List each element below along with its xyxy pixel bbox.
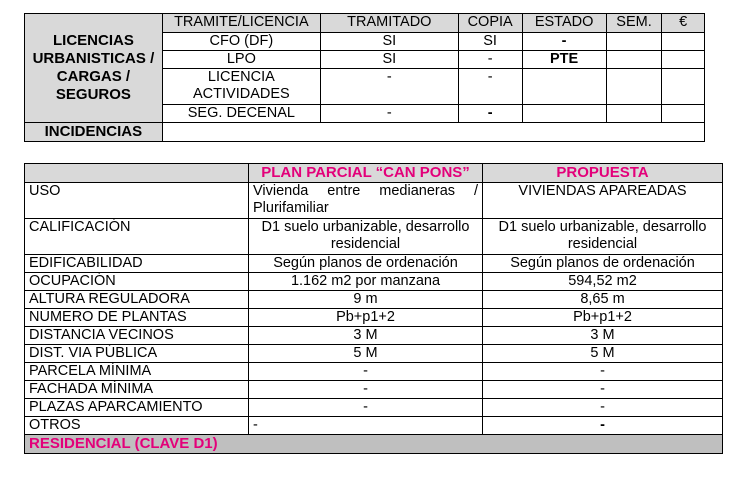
table-row [25, 291, 723, 309]
plan-cell: 5 M [249, 345, 483, 363]
tramite-cell: CFO (DF) [162, 33, 320, 51]
propuesta-cell: - [483, 381, 723, 399]
comparativa-header-row [25, 164, 723, 183]
estado-cell [522, 105, 606, 123]
row-label: ALTURA REGULADORA [25, 291, 249, 309]
table-row [25, 273, 723, 291]
footer-row [25, 435, 723, 454]
tramite-cell: LICENCIA ACTIVIDADES [162, 69, 320, 105]
footer-label: RESIDENCIAL (CLAVE D1) [25, 435, 723, 454]
propuesta-cell: 594,52 m2 [483, 273, 723, 291]
sem-cell [606, 33, 662, 51]
header-sem: SEM. [606, 14, 662, 33]
header-tramite: TRAMITE/LICENCIA [162, 14, 320, 33]
propuesta-cell: - [483, 399, 723, 417]
header-plan-parcial: PLAN PARCIAL “CAN PONS” [249, 164, 483, 183]
estado-cell [522, 69, 606, 105]
plan-cell: - [249, 417, 483, 435]
plan-cell: 1.162 m2 por manzana [249, 273, 483, 291]
plan-cell: Según planos de ordenación [249, 255, 483, 273]
table-row [25, 363, 723, 381]
euro-cell [662, 51, 705, 69]
incidencias-label: INCIDENCIAS [25, 123, 163, 142]
header-copia: COPIA [458, 14, 522, 33]
table-row [25, 381, 723, 399]
tramitado-cell: - [320, 69, 458, 105]
header-blank [25, 164, 249, 183]
header-euro: € [662, 14, 705, 33]
licencias-group-label: LICENCIAS URBANISTICAS / CARGAS / SEGUROS [25, 14, 163, 123]
propuesta-cell: 5 M [483, 345, 723, 363]
row-label: PARCELA MÍNIMA [25, 363, 249, 381]
tramitado-cell: - [320, 105, 458, 123]
licencias-header-row [25, 14, 705, 33]
euro-cell [662, 33, 705, 51]
euro-cell [662, 69, 705, 105]
plan-cell: - [249, 399, 483, 417]
table-row [25, 255, 723, 273]
incidencias-row [25, 123, 705, 142]
row-label: DISTANCIA VECINOS [25, 327, 249, 345]
tramitado-cell: SI [320, 51, 458, 69]
sem-cell [606, 105, 662, 123]
propuesta-cell: Según planos de ordenación [483, 255, 723, 273]
propuesta-cell: Pb+p1+2 [483, 309, 723, 327]
incidencias-value [162, 123, 704, 142]
estado-cell: PTE [522, 51, 606, 69]
propuesta-cell: - [483, 363, 723, 381]
propuesta-cell: D1 suelo urbanizable, desarrollo residencial [483, 219, 723, 255]
table-row [25, 399, 723, 417]
plan-cell: Pb+p1+2 [249, 309, 483, 327]
licencias-table [24, 13, 705, 142]
table-row [25, 417, 723, 435]
sem-cell [606, 51, 662, 69]
table-row [25, 183, 723, 219]
tramitado-cell: SI [320, 33, 458, 51]
row-label: FACHADA MÍNIMA [25, 381, 249, 399]
table-row [25, 309, 723, 327]
copia-cell: - [458, 69, 522, 105]
euro-cell [662, 105, 705, 123]
row-label: NUMERO DE PLANTAS [25, 309, 249, 327]
tramite-cell: SEG. DECENAL [162, 105, 320, 123]
plan-cell: - [249, 381, 483, 399]
copia-cell: - [458, 51, 522, 69]
row-label: OTROS [25, 417, 249, 435]
row-label: OCUPACIÓN [25, 273, 249, 291]
propuesta-cell: 3 M [483, 327, 723, 345]
plan-cell: D1 suelo urbanizable, desarrollo residencial [249, 219, 483, 255]
plan-cell: 9 m [249, 291, 483, 309]
propuesta-cell: - [483, 417, 723, 435]
header-propuesta: PROPUESTA [483, 164, 723, 183]
table-row [25, 345, 723, 363]
tramite-cell: LPO [162, 51, 320, 69]
plan-cell: 3 M [249, 327, 483, 345]
header-tramitado: TRAMITADO [320, 14, 458, 33]
row-label: USO [25, 183, 249, 219]
row-label: PLAZAS APARCAMIENTO [25, 399, 249, 417]
header-estado: ESTADO [522, 14, 606, 33]
estado-cell: - [522, 33, 606, 51]
propuesta-cell: VIVIENDAS APAREADAS [483, 183, 723, 219]
propuesta-cell: 8,65 m [483, 291, 723, 309]
comparativa-table [24, 163, 723, 454]
plan-cell: Vivienda entre medianeras / Plurifamiliar [249, 183, 483, 219]
row-label: CALIFICACIÓN [25, 219, 249, 255]
copia-cell: - [458, 105, 522, 123]
plan-cell: - [249, 363, 483, 381]
copia-cell: SI [458, 33, 522, 51]
row-label: DIST. VIA PÚBLICA [25, 345, 249, 363]
table-row [25, 327, 723, 345]
row-label: EDIFICABILIDAD [25, 255, 249, 273]
sem-cell [606, 69, 662, 105]
table-row [25, 219, 723, 255]
